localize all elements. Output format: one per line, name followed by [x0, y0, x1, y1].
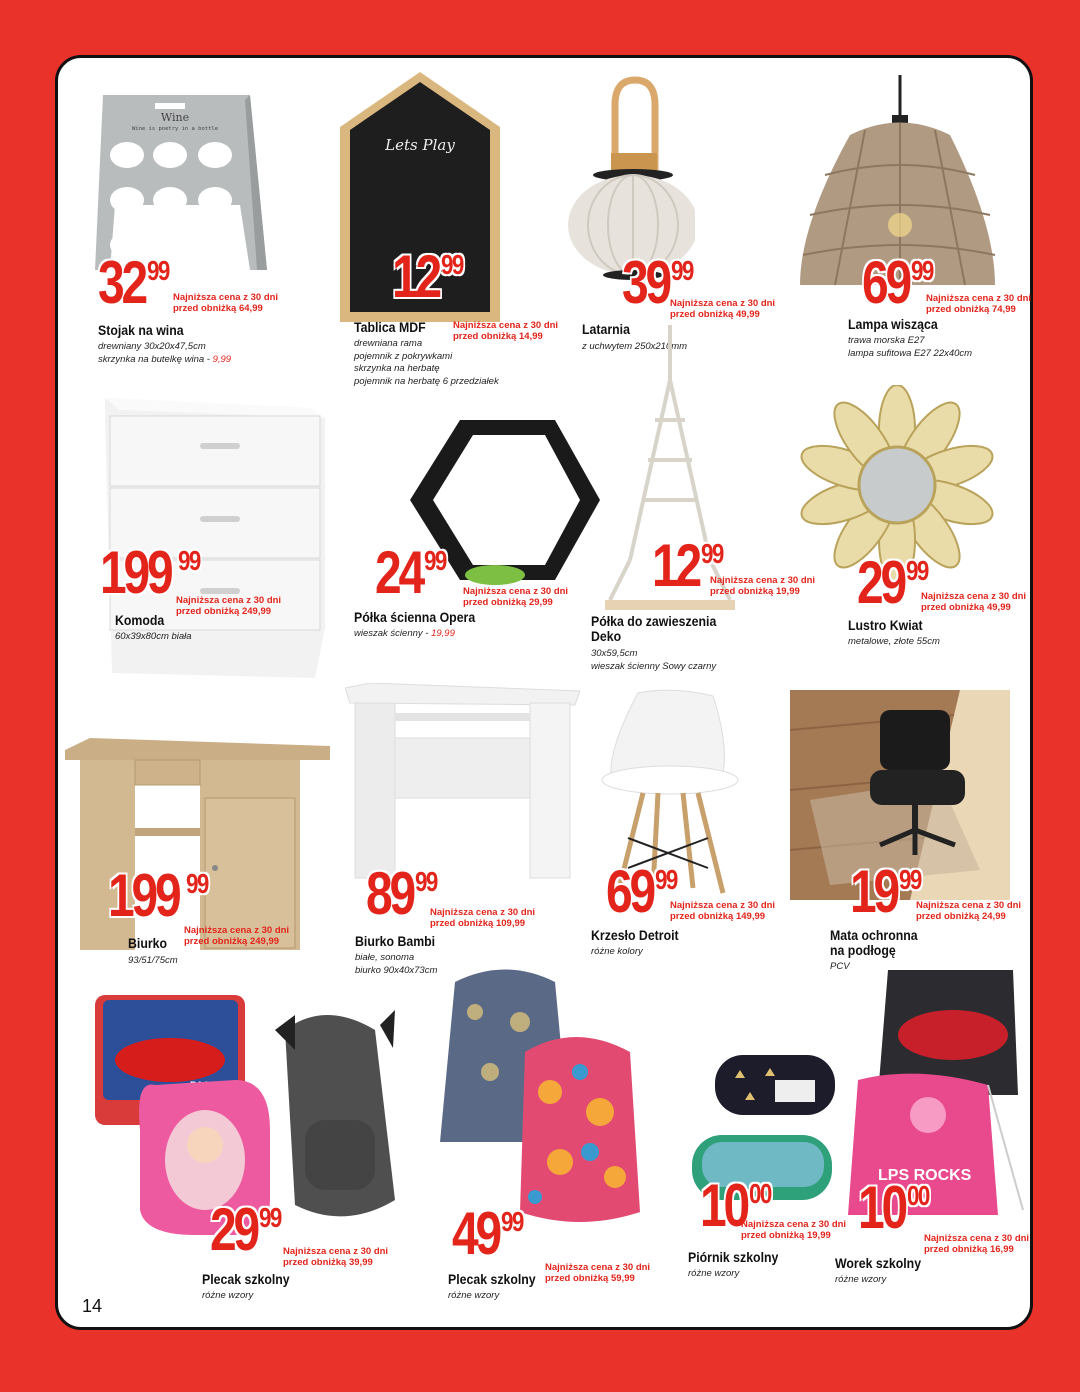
- mdf-board-desc: drewniana rama pojemnik z pokrywkami skrzynka na herbatę pojemnik na herbatę 6 przedziałek: [354, 338, 499, 387]
- desk-bambi-image: [345, 683, 580, 883]
- floor-mat-desc: PCV: [830, 961, 850, 972]
- desk-desc: 93/51/75cm: [128, 955, 178, 966]
- dresser-lowest: Najniższa cena z 30 dni przed obniżką 249,99: [176, 595, 282, 617]
- dresser-name: Komoda: [115, 612, 165, 628]
- bag-desc: różne wzory: [835, 1274, 887, 1285]
- wine-rack-sublabel: Wine is poetry in a bottle: [131, 126, 219, 132]
- hanging-lamp-price: 6999: [862, 249, 933, 316]
- backpack-name: Plecak szkolny: [448, 1271, 536, 1287]
- chair-name: Krzesło Detroit: [591, 927, 679, 943]
- mirror-lowest: Najniższa cena z 30 dni przed obniżką 49,99: [921, 591, 1027, 613]
- lantern-desc: z uchwytem 250x210mm: [582, 341, 688, 352]
- bag-print: LPS ROCKS: [878, 1167, 972, 1184]
- desk-name: Biurko: [128, 935, 168, 951]
- hanging-lamp-name: Lampa wisząca: [848, 316, 938, 332]
- bag-lowest: Najniższa cena z 30 dni przed obniżką 16,99: [924, 1233, 1030, 1255]
- wine-rack-name: Stojak na wina: [98, 322, 184, 338]
- hanging-lamp-desc: trawa morska E27 lampa sufitowa E27 22x40cm: [848, 335, 973, 359]
- mdf-board-label: Lets Play: [385, 136, 455, 154]
- backpack-kids-name: Plecak szkolny: [202, 1271, 290, 1287]
- page-number: 14: [82, 1296, 103, 1316]
- backpack-desc: różne wzory: [448, 1290, 500, 1301]
- hanging-shelf-name: Półka do zawieszenia Deko: [591, 613, 717, 644]
- pencil-case-price: 1000: [700, 1172, 771, 1239]
- backpack-kids-price: 2999: [210, 1196, 281, 1263]
- desk-price: 199 99: [108, 862, 208, 929]
- bag-name: Worek szkolny: [835, 1255, 922, 1271]
- desk-lowest: Najniższa cena z 30 dni przed obniżką 249,99: [184, 925, 290, 947]
- pencil-case-desc: różne wzory: [688, 1268, 740, 1279]
- wall-shelf-name: Półka ścienna Opera: [354, 609, 476, 625]
- desk-bambi-desc: białe, sonoma biurko 90x40x73cm: [355, 952, 438, 976]
- wine-rack-image: [95, 95, 275, 275]
- lantern-name: Latarnia: [582, 321, 630, 337]
- wall-shelf-lowest: Najniższa cena z 30 dni przed obniżką 29,99: [463, 586, 569, 608]
- mdf-board-lowest: Najniższa cena z 30 dni przed obniżką 14,99: [453, 320, 559, 342]
- lantern-price: 3999: [622, 249, 693, 316]
- hanging-shelf-desc: 30x59,5cm wieszak ścienny Sowy czarny: [591, 648, 717, 672]
- chair-price: 6999: [606, 858, 677, 925]
- backpack-lowest: Najniższa cena z 30 dni przed obniżką 59,99: [545, 1262, 651, 1284]
- mirror-desc: metalowe, złote 55cm: [848, 636, 940, 647]
- mdf-board-name: Tablica MDF: [354, 319, 426, 335]
- desk-bambi-name: Biurko Bambi: [355, 933, 436, 949]
- backpack-image: [430, 962, 650, 1227]
- bag-price: 1000: [858, 1174, 929, 1241]
- floor-mat-name: Mata ochronna na podłogę: [830, 927, 918, 958]
- hanging-shelf-lowest: Najniższa cena z 30 dni przed obniżką 19,99: [710, 575, 816, 597]
- chair-desc: różne kolory: [591, 946, 643, 957]
- floor-mat-price: 1999: [850, 858, 921, 925]
- mdf-board-price: 1299: [392, 243, 463, 310]
- lantern-lowest: Najniższa cena z 30 dni przed obniżką 49,99: [670, 298, 776, 320]
- wine-rack-label: Wine: [160, 111, 190, 124]
- pencil-case-lowest: Najniższa cena z 30 dni przed obniżką 19,99: [741, 1219, 847, 1241]
- dresser-desc: 60x39x80cm biała: [115, 631, 192, 642]
- chair-lowest: Najniższa cena z 30 dni przed obniżką 149,99: [670, 900, 776, 922]
- wall-shelf-desc: wieszak ścienny - 19,99: [354, 628, 455, 639]
- backpack-kids-desc: różne wzory: [202, 1290, 254, 1301]
- hanging-lamp-lowest: Najniższa cena z 30 dni przed obniżką 74,99: [926, 293, 1032, 315]
- wine-rack-lowest: Najniższa cena z 30 dni przed obniżką 64,99: [173, 292, 279, 314]
- backpack-price: 4999: [452, 1200, 523, 1267]
- pencil-case-name: Piórnik szkolny: [688, 1249, 779, 1265]
- dresser-price: 199 99: [100, 539, 200, 606]
- backpack-kids-lowest: Najniższa cena z 30 dni przed obniżką 39,99: [283, 1246, 389, 1268]
- floor-mat-lowest: Najniższa cena z 30 dni przed obniżką 24,99: [916, 900, 1022, 922]
- desk-bambi-price: 8999: [366, 860, 437, 927]
- mirror-name: Lustro Kwiat: [848, 617, 923, 633]
- wine-rack-price: 3299: [98, 249, 169, 316]
- wall-shelf-price: 2499: [375, 539, 446, 606]
- desk-bambi-lowest: Najniższa cena z 30 dni przed obniżką 109,99: [430, 907, 536, 929]
- mirror-price: 2999: [857, 549, 928, 616]
- hanging-shelf-price: 1299: [652, 532, 723, 599]
- wine-rack-desc: drewniany 30x20x47,5cm skrzynka na butelkę wina - 9,99: [98, 341, 232, 365]
